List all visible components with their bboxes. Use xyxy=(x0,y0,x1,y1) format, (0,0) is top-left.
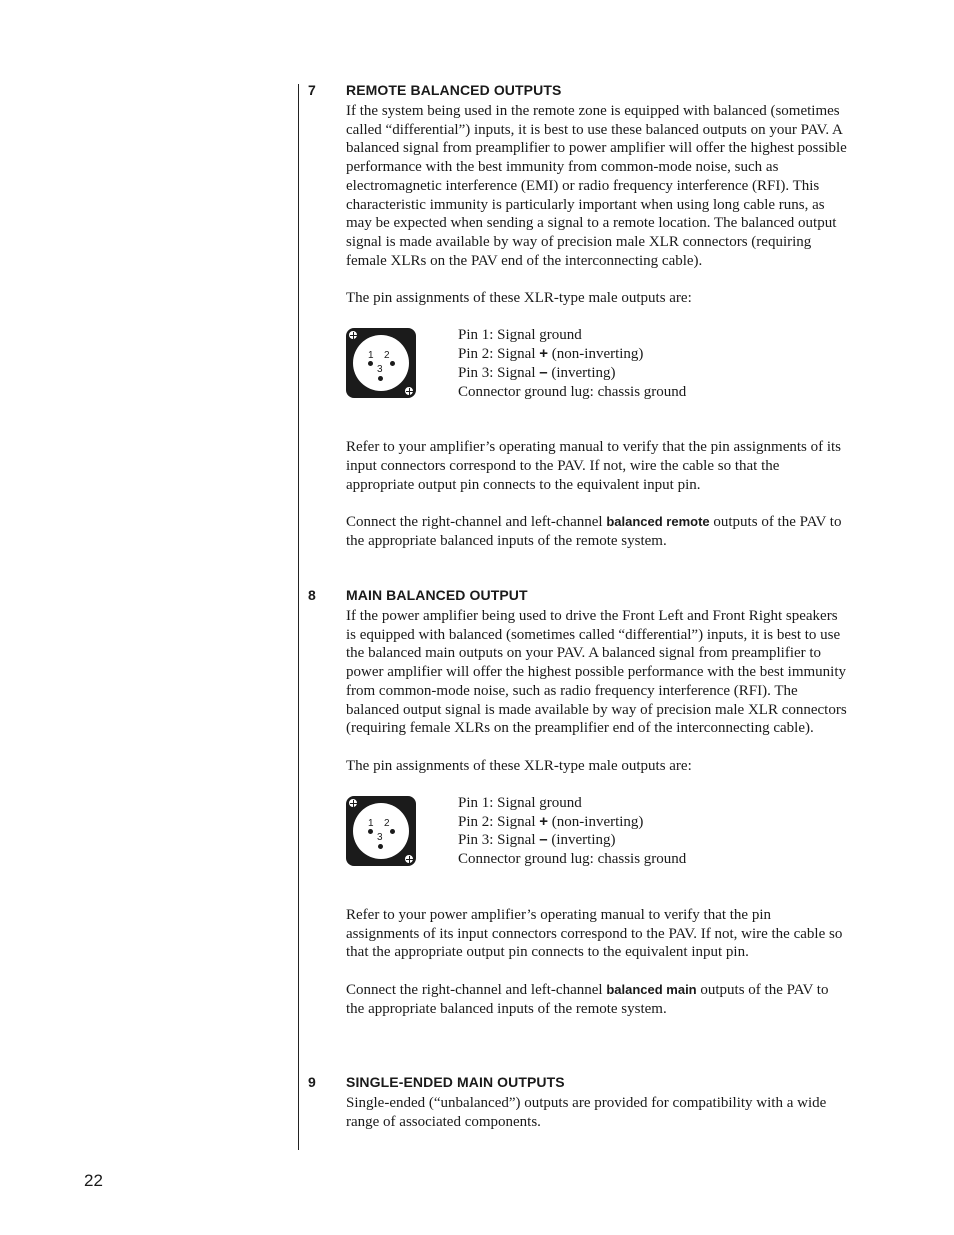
bold-term: balanced remote xyxy=(606,514,710,530)
section-8 xyxy=(308,587,848,1018)
pin-3-label: 3 xyxy=(377,364,383,376)
xlr-connector-diagram xyxy=(346,328,416,398)
connect-paragraph: Connect the right-channel and left-channel balanced remote outputs of the PAV to the appropriate balanced inputs of the remote system. xyxy=(346,514,842,549)
pin-intro: The pin assignments of these XLR-type male outputs are: xyxy=(346,290,692,307)
pin-1-text: Pin 1: Signal ground xyxy=(458,795,582,811)
ground-lug-icon xyxy=(348,330,358,340)
section-number: 7 xyxy=(308,82,316,98)
intro-paragraph: If the system being used in the remote zone is equipped with balanced (sometimes called “differential”) inputs, it is best to use these balanced outputs on your PAV. A balanced signal from preamplifier to power amplifier will offer the highest possible performance with the best immunity from common-mode noise, such as electromagnetic interference (EMI) or radio frequency interference (RFI). This characteristic immunity is particularly important when using long cable runs, as may be expected when sending a signal to a remote location. The balanced output signal is made available by way of precision male XLR connectors (requiring female XLRs on the PAV end of the interconnecting cable). xyxy=(346,103,847,269)
section-number: 9 xyxy=(308,1074,316,1090)
minus-symbol: – xyxy=(539,831,548,849)
section-9 xyxy=(308,1074,848,1131)
minus-symbol: – xyxy=(539,363,548,381)
ground-lug-icon xyxy=(404,854,414,864)
section-heading xyxy=(308,587,848,607)
pin-2-dot xyxy=(390,829,395,834)
pin-1-text: Pin 1: Signal ground xyxy=(458,327,582,344)
pin-2-label: 2 xyxy=(384,818,390,829)
margin-rule xyxy=(298,84,299,1150)
pin-assignment-block xyxy=(346,794,848,888)
ground-lug-icon xyxy=(404,386,414,396)
pin-1-dot xyxy=(368,829,373,834)
pin-2-text: Pin 2: Signal + (non-inverting) xyxy=(458,812,644,830)
lug-text: Connector ground lug: chassis ground xyxy=(458,851,687,868)
pin-2-label: 2 xyxy=(384,350,390,362)
connect-paragraph: Connect the right-channel and left-channel balanced main outputs of the PAV to the appropriate balanced inputs of the remote system. xyxy=(346,981,829,1017)
pin-1-label: 1 xyxy=(368,818,374,829)
plus-symbol: + xyxy=(539,345,549,363)
ground-lug-icon xyxy=(348,798,358,808)
intro-paragraph: If the power amplifier being used to drive the Front Left and Front Right speakers is equipped with balanced (sometimes called “differential”) inputs, it is best to use the balanced main outputs on your PAV. A balanced signal from preamplifier to power amplifier will offer the highest possible performance with the best immunity from common-mode noise, such as radio frequency interference (RFI). The balanced output signal is made available by way of precision male XLR connectors (requiring female XLRs on the preamplifier end of the interconnecting cable). xyxy=(346,608,847,737)
section-heading xyxy=(308,82,848,102)
lug-text: Connector ground lug: chassis ground xyxy=(458,383,687,400)
pin-3-dot xyxy=(378,844,383,849)
verify-paragraph: Refer to your power amplifier’s operating manual to verify that the pin assignments of its input connectors correspond to the PAV. If not, wire the cable so that the appropriate output pin connects to the equivalent input pin. xyxy=(346,907,843,961)
connector-face xyxy=(353,335,409,391)
pin-2-text: Pin 2: Signal + (non-inverting) xyxy=(458,345,644,363)
pin-3-text: Pin 3: Signal – (inverting) xyxy=(458,831,616,849)
xlr-connector-diagram xyxy=(346,796,416,866)
section-7 xyxy=(308,82,848,551)
pin-list xyxy=(458,326,686,401)
pin-intro: The pin assignments of these XLR-type male outputs are: xyxy=(346,757,692,774)
intro-paragraph: Single-ended (“unbalanced”) outputs are provided for compatibility with a wide range of associated components. xyxy=(346,1095,827,1130)
connector-face xyxy=(353,803,409,859)
section-title: MAIN BALANCED OUTPUT xyxy=(346,587,528,603)
page-number: 22 xyxy=(84,1171,103,1190)
pin-3-label: 3 xyxy=(377,832,383,843)
pin-3-text: Pin 3: Signal – (inverting) xyxy=(458,363,616,381)
bold-term: balanced main xyxy=(606,981,697,997)
section-title: SINGLE-ENDED MAIN OUTPUTS xyxy=(346,1074,565,1090)
verify-paragraph: Refer to your amplifier’s operating manual to verify that the pin assignments of its input connectors correspond to the PAV. If not, wire the cable so that the appropriate output pin connects to the equivalent input pin. xyxy=(346,439,842,493)
pin-list xyxy=(458,794,686,869)
section-number: 8 xyxy=(308,587,316,603)
section-heading xyxy=(308,1074,848,1094)
pin-assignment-block xyxy=(346,326,848,420)
section-title: REMOTE BALANCED OUTPUTS xyxy=(346,82,562,98)
plus-symbol: + xyxy=(539,812,549,830)
pin-1-label: 1 xyxy=(368,350,374,362)
